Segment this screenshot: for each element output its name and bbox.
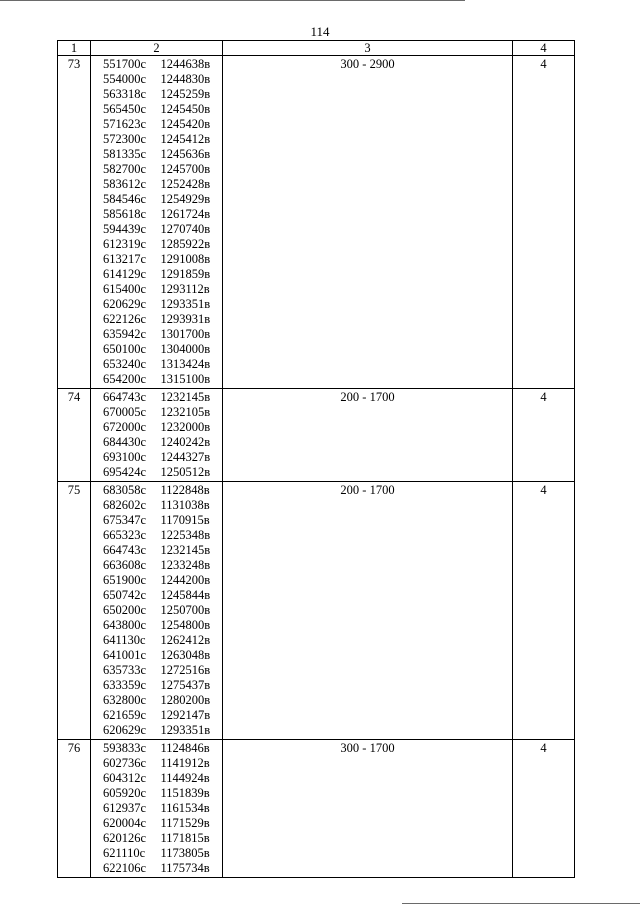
longitude: 1245420в xyxy=(160,117,211,131)
latitude: 641130с xyxy=(103,633,146,647)
coordinate-line xyxy=(91,633,222,648)
coordinate-line xyxy=(91,558,222,573)
latitude: 620629с xyxy=(103,723,147,737)
latitude: 633359с xyxy=(103,678,147,692)
longitude: 1244638в xyxy=(160,57,211,71)
coordinate-line xyxy=(91,756,222,771)
header-cell-1: 1 xyxy=(58,41,91,56)
longitude: 1245844в xyxy=(160,588,211,602)
longitude: 1293112в xyxy=(160,282,210,296)
longitude: 1292147в xyxy=(160,708,211,722)
coordinate-line xyxy=(91,801,222,816)
range-cell: 300 - 2900 xyxy=(223,56,513,389)
scan-edge-line-top xyxy=(0,0,465,1)
latitude: 620004с xyxy=(103,816,147,830)
longitude: 1270740в xyxy=(160,222,211,236)
header-cell-3: 3 xyxy=(223,41,513,56)
coordinate-line xyxy=(91,177,222,192)
coordinate-line xyxy=(91,420,222,435)
longitude: 1232105в xyxy=(160,405,211,419)
coordinate-line xyxy=(91,786,222,801)
latitude: 643800с xyxy=(103,618,147,632)
latitude: 581335с xyxy=(103,147,147,161)
latitude: 585618с xyxy=(103,207,147,221)
coordinates-table xyxy=(57,40,575,878)
latitude: 653240с xyxy=(103,357,147,371)
longitude: 1280200в xyxy=(160,693,211,707)
longitude: 1245636в xyxy=(160,147,211,161)
latitude: 620629с xyxy=(103,297,147,311)
latitude: 571623с xyxy=(103,117,147,131)
latitude: 650742с xyxy=(103,588,147,602)
coordinates-cell xyxy=(91,389,223,482)
column-4-cell: 4 xyxy=(513,56,575,389)
longitude: 1244830в xyxy=(160,72,211,86)
longitude: 1254800в xyxy=(160,618,211,632)
coordinate-line xyxy=(91,327,222,342)
latitude: 620126с xyxy=(103,831,147,845)
latitude: 604312с xyxy=(103,771,147,785)
coordinate-line xyxy=(91,72,222,87)
latitude: 563318с xyxy=(103,87,147,101)
longitude: 1304000в xyxy=(160,342,211,356)
coordinate-line xyxy=(91,816,222,831)
longitude: 1225348в xyxy=(160,528,211,542)
latitude: 683058с xyxy=(103,483,147,497)
row-number: 73 xyxy=(58,56,91,389)
longitude: 1313424в xyxy=(160,357,211,371)
longitude: 1285922в xyxy=(160,237,211,251)
latitude: 622126с xyxy=(103,312,147,326)
coordinate-line xyxy=(91,87,222,102)
row-number: 76 xyxy=(58,740,91,878)
coordinate-line xyxy=(91,846,222,861)
coordinate-line xyxy=(91,147,222,162)
table-row xyxy=(58,389,575,482)
longitude: 1232000в xyxy=(160,420,211,434)
coordinate-line xyxy=(91,465,222,480)
latitude: 614129с xyxy=(103,267,147,281)
latitude: 664743с xyxy=(103,543,147,557)
table-row xyxy=(58,56,575,389)
longitude: 1124846в xyxy=(160,741,210,755)
longitude: 1245450в xyxy=(160,102,211,116)
coordinate-line xyxy=(91,603,222,618)
row-number: 74 xyxy=(58,389,91,482)
coordinate-line xyxy=(91,513,222,528)
latitude: 693100с xyxy=(103,450,147,464)
latitude: 695424с xyxy=(103,465,147,479)
latitude: 654200с xyxy=(103,372,147,386)
longitude: 1301700в xyxy=(160,327,211,341)
coordinate-line xyxy=(91,831,222,846)
latitude: 621110с xyxy=(103,846,146,860)
coordinate-line xyxy=(91,450,222,465)
range-cell: 300 - 1700 xyxy=(223,740,513,878)
coordinate-line xyxy=(91,678,222,693)
longitude: 1291008в xyxy=(160,252,211,266)
row-number: 75 xyxy=(58,482,91,740)
coordinate-line xyxy=(91,405,222,420)
longitude: 1161534в xyxy=(160,801,210,815)
coordinate-line xyxy=(91,312,222,327)
latitude: 682602с xyxy=(103,498,147,512)
longitude: 1293351в xyxy=(160,297,211,311)
latitude: 583612с xyxy=(103,177,147,191)
longitude: 1250700в xyxy=(160,603,211,617)
header-row xyxy=(58,41,575,56)
longitude: 1240242в xyxy=(160,435,211,449)
latitude: 593833с xyxy=(103,741,147,755)
coordinate-line xyxy=(91,708,222,723)
latitude: 605920с xyxy=(103,786,147,800)
coordinate-line xyxy=(91,102,222,117)
coordinate-line xyxy=(91,282,222,297)
latitude: 641001с xyxy=(103,648,147,662)
latitude: 615400с xyxy=(103,282,147,296)
longitude: 1272516в xyxy=(160,663,211,677)
longitude: 1250512в xyxy=(160,465,211,479)
latitude: 612937с xyxy=(103,801,147,815)
coordinate-line xyxy=(91,390,222,405)
coordinate-line xyxy=(91,162,222,177)
coordinate-line xyxy=(91,771,222,786)
page-number: 114 xyxy=(310,24,330,39)
column-4-cell: 4 xyxy=(513,389,575,482)
latitude: 594439с xyxy=(103,222,147,236)
coordinate-line xyxy=(91,483,222,498)
coordinate-line xyxy=(91,528,222,543)
latitude: 675347с xyxy=(103,513,147,527)
latitude: 684430с xyxy=(103,435,147,449)
coordinates-cell xyxy=(91,56,223,389)
longitude: 1171529в xyxy=(160,816,210,830)
latitude: 635733с xyxy=(103,663,147,677)
scan-edge-line-bottom xyxy=(402,903,640,904)
table-row xyxy=(58,740,575,878)
longitude: 1263048в xyxy=(160,648,211,662)
latitude: 572300с xyxy=(103,132,147,146)
longitude: 1293931в xyxy=(160,312,211,326)
longitude: 1173805в xyxy=(160,846,210,860)
latitude: 565450с xyxy=(103,102,147,116)
latitude: 622106с xyxy=(103,861,147,875)
coordinate-line xyxy=(91,222,222,237)
longitude: 1151839в xyxy=(160,786,210,800)
coordinate-line xyxy=(91,723,222,738)
coordinate-line xyxy=(91,237,222,252)
longitude: 1232145в xyxy=(160,543,211,557)
longitude: 1245259в xyxy=(160,87,211,101)
coordinate-line xyxy=(91,543,222,558)
latitude: 650100с xyxy=(103,342,147,356)
latitude: 635942с xyxy=(103,327,147,341)
coordinate-line xyxy=(91,267,222,282)
coordinate-line xyxy=(91,117,222,132)
coordinate-line xyxy=(91,132,222,147)
longitude: 1170915в xyxy=(160,513,210,527)
coordinate-line xyxy=(91,573,222,588)
longitude: 1141912в xyxy=(160,756,210,770)
latitude: 584546с xyxy=(103,192,147,206)
latitude: 665323с xyxy=(103,528,147,542)
latitude: 554000с xyxy=(103,72,147,86)
latitude: 651900с xyxy=(103,573,147,587)
longitude: 1245700в xyxy=(160,162,211,176)
latitude: 664743с xyxy=(103,390,147,404)
latitude: 670005с xyxy=(103,405,147,419)
header-cell-2: 2 xyxy=(91,41,223,56)
latitude: 612319с xyxy=(103,237,147,251)
latitude: 663608с xyxy=(103,558,147,572)
longitude: 1244327в xyxy=(160,450,211,464)
range-cell: 200 - 1700 xyxy=(223,389,513,482)
longitude: 1232145в xyxy=(160,390,211,404)
longitude: 1315100в xyxy=(160,372,211,386)
coordinate-line xyxy=(91,357,222,372)
latitude: 632800с xyxy=(103,693,147,707)
column-4-cell: 4 xyxy=(513,740,575,878)
longitude: 1275437в xyxy=(160,678,211,692)
coordinates-cell xyxy=(91,740,223,878)
latitude: 613217с xyxy=(103,252,147,266)
coordinate-line xyxy=(91,297,222,312)
header-cell-4: 4 xyxy=(513,41,575,56)
coordinate-line xyxy=(91,693,222,708)
table-row xyxy=(58,482,575,740)
longitude: 1244200в xyxy=(160,573,211,587)
coordinate-line xyxy=(91,192,222,207)
coordinate-line xyxy=(91,741,222,756)
longitude: 1131038в xyxy=(160,498,210,512)
longitude: 1175734в xyxy=(160,861,210,875)
latitude: 672000с xyxy=(103,420,147,434)
coordinate-line xyxy=(91,207,222,222)
longitude: 1262412в xyxy=(160,633,211,647)
coordinate-line xyxy=(91,588,222,603)
latitude: 582700с xyxy=(103,162,147,176)
range-cell: 200 - 1700 xyxy=(223,482,513,740)
latitude: 602736с xyxy=(103,756,147,770)
longitude: 1245412в xyxy=(160,132,211,146)
coordinate-line xyxy=(91,342,222,357)
longitude: 1122848в xyxy=(160,483,210,497)
longitude: 1144924в xyxy=(160,771,210,785)
coordinate-line xyxy=(91,435,222,450)
coordinate-line xyxy=(91,372,222,387)
latitude: 551700с xyxy=(103,57,147,71)
coordinate-line xyxy=(91,618,222,633)
longitude: 1171815в xyxy=(160,831,210,845)
coordinate-line xyxy=(91,861,222,876)
longitude: 1291859в xyxy=(160,267,211,281)
coordinate-line xyxy=(91,252,222,267)
longitude: 1254929в xyxy=(160,192,211,206)
latitude: 650200с xyxy=(103,603,147,617)
coordinates-cell xyxy=(91,482,223,740)
longitude: 1293351в xyxy=(160,723,211,737)
longitude: 1233248в xyxy=(160,558,211,572)
longitude: 1261724в xyxy=(160,207,211,221)
longitude: 1252428в xyxy=(160,177,211,191)
column-4-cell: 4 xyxy=(513,482,575,740)
coordinate-line xyxy=(91,663,222,678)
coordinate-line xyxy=(91,648,222,663)
coordinate-line xyxy=(91,57,222,72)
coordinate-line xyxy=(91,498,222,513)
latitude: 621659с xyxy=(103,708,147,722)
